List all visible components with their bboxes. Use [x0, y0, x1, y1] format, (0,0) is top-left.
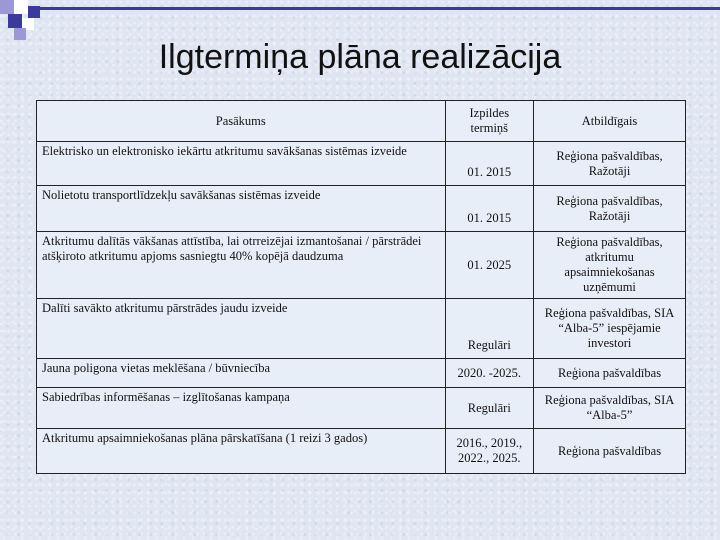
- table-row: [37, 142, 686, 186]
- cell-deadline: Regulāri: [445, 388, 534, 429]
- table-row: [37, 388, 686, 429]
- cell-deadline: 01. 2015: [445, 186, 534, 232]
- decor-square: [0, 0, 14, 14]
- cell-action: Nolietotu transportlīdzekļu savākšanas sistēmas izveide: [37, 186, 446, 232]
- cell-action: Atkritumu dalītās vākšanas attīstība, lai otrreizējai izmantošanai / pārstrādei atšķiroto atkritumu apjoms sasniegtu 40% kopējā daudzuma: [37, 232, 446, 299]
- table-row: [37, 232, 686, 299]
- decor-top-bar: [40, 7, 720, 10]
- slide-title: Ilgtermiņa plāna realizācija: [158, 38, 562, 76]
- cell-action: Elektrisko un elektronisko iekārtu atkritumu savākšanas sistēmas izveide: [37, 142, 446, 186]
- cell-action: Dalīti savākto atkritumu pārstrādes jaudu izveide: [37, 299, 446, 359]
- cell-responsible: Reģiona pašvaldības, atkritumu apsaimniekošanas uzņēmumi: [534, 232, 686, 299]
- cell-deadline: 01. 2025: [445, 232, 534, 299]
- table-row: [37, 186, 686, 232]
- decor-square: [8, 14, 22, 28]
- decor-square: [14, 0, 28, 14]
- table-row: [37, 299, 686, 359]
- header-responsible: Atbildīgais: [534, 101, 686, 142]
- header-deadline: Izpildes termiņš: [445, 101, 534, 142]
- cell-responsible: Reģiona pašvaldības, Ražotāji: [534, 186, 686, 232]
- cell-deadline: Regulāri: [445, 299, 534, 359]
- cell-responsible: Reģiona pašvaldības, SIA “Alba-5”: [534, 388, 686, 429]
- cell-deadline: 2020. -2025.: [445, 359, 534, 388]
- decor-square: [28, 6, 40, 18]
- table-row: [37, 429, 686, 474]
- cell-action: Atkritumu apsaimniekošanas plāna pārskatīšana (1 reizi 3 gados): [37, 429, 446, 474]
- cell-responsible: Reģiona pašvaldības: [534, 359, 686, 388]
- cell-deadline: 2016., 2019., 2022., 2025.: [445, 429, 534, 474]
- header-action: Pasākums: [37, 101, 446, 142]
- cell-responsible: Reģiona pašvaldības, Ražotāji: [534, 142, 686, 186]
- cell-deadline: 01. 2015: [445, 142, 534, 186]
- table-header-row: [37, 101, 686, 142]
- cell-responsible: Reģiona pašvaldības, SIA “Alba-5” iespējamie investori: [534, 299, 686, 359]
- plan-table: [36, 100, 686, 474]
- table-row: [37, 359, 686, 388]
- cell-action: Jauna poligona vietas meklēšana / būvniecība: [37, 359, 446, 388]
- cell-responsible: Reģiona pašvaldības: [534, 429, 686, 474]
- cell-action: Sabiedrības informēšanas – izglītošanas kampaņa: [37, 388, 446, 429]
